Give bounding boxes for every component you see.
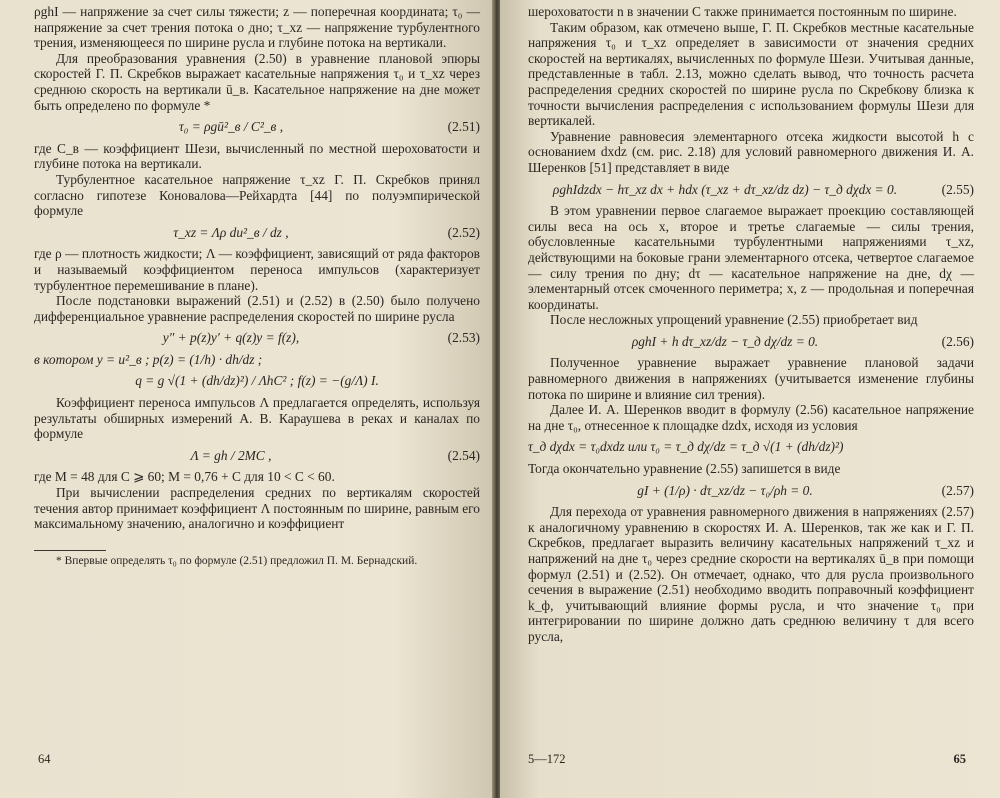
equation-number: (2.57) xyxy=(941,482,974,498)
equation-bed-stress xyxy=(528,439,974,455)
equation-2-54 xyxy=(34,448,480,464)
equation-body: q = g √(1 + (dh/dz)²) / ΛhC² ; f(z) = −(g/Λ) I. xyxy=(135,373,379,389)
equation-number: (2.56) xyxy=(941,333,974,349)
equation-2-55 xyxy=(528,182,974,198)
footnote: * Впервые определять τ₀ по формуле (2.51) предложил П. М. Бернадский. xyxy=(56,554,418,567)
equation-body: y″ + p(z)y′ + q(z)y = f(z), xyxy=(162,330,300,346)
equation-body: Λ = gh / 2MC , xyxy=(190,447,272,463)
footnote-rule xyxy=(34,550,106,551)
paragraph: Таким образом, как отмечено выше, Г. П. Скребков местные касательные напряжения τ₀ и τ_xz определяет в зависимости от значения средних скоростей на вертикалях, вычисленных по формуле Шези. Учитывая данные, представленные в табл. 2.13, можно сделать вывод, что точность расчета распределения средних скоростей по ширине русла по Скребкову близка к точности вычисления распределения с использованием формулы Шези для вертикалей. xyxy=(528,19,974,129)
paragraph: Для преобразования уравнения (2.50) в уравнение плановой эпюры скоростей Г. П. Скребков выражает касательные напряжения τ₀ и τ_xz через среднюю скорость на вертикали ū_в. Касательное напряжение на дне может быть определено по формуле * xyxy=(34,50,480,113)
right-page xyxy=(500,0,1000,798)
paragraph: Тогда окончательно уравнение (2.55) запишется в виде xyxy=(528,461,841,477)
equation-number: (2.52) xyxy=(447,224,480,240)
paragraph: После несложных упрощений уравнение (2.55) приобретает вид xyxy=(550,312,918,328)
equation-2-53-coeffs xyxy=(34,373,480,389)
paragraph: где M = 48 для C ⩾ 60; M = 0,76 + C для 10 < C < 60. xyxy=(34,469,335,485)
page-number: 64 xyxy=(38,752,51,767)
paragraph: Уравнение равновесия элементарного отсека жидкости высотой h с основанием dxdz (см. рис. 2.18) для условий равномерного движения И. А. Шеренков [51] представляет в виде xyxy=(528,128,974,175)
equation-2-51 xyxy=(34,119,480,135)
equation-body: gI + (1/ρ) · dτ_xz/dz − τ₀/ρh = 0. xyxy=(637,482,813,498)
paragraph: Коэффициент переноса импульсов Λ предлагается определять, используя результаты обширных измерений А. В. Караушева в реках и каналах по формуле xyxy=(34,395,480,442)
paragraph: Турбулентное касательное напряжение τ_xz Г. П. Скребков принял согласно гипотезе Коновалова—Рейхардта [44] по полуэмпирической формуле xyxy=(34,171,480,219)
equation-body: ρghI + h dτ_xz/dz − τ_д dχ/dz = 0. xyxy=(631,333,819,349)
equation-number: (2.55) xyxy=(941,181,974,197)
paragraph: где C_в — коэффициент Шези, вычисленный по местной шероховатости и глубине потока на вертикали. xyxy=(34,140,480,172)
paragraph: Полученное уравнение выражает уравнение плановой задачи равномерного движения в напряжениях (учитывается изменение глубины потока по ширине и влияние сил трения). xyxy=(528,355,974,402)
equation-body: ρghIdzdx − hτ_xz dx + hdx (τ_xz + dτ_xz/dz dz) − τ_д dχdx = 0. xyxy=(552,181,898,197)
equation-2-53 xyxy=(34,330,480,346)
equation-2-56 xyxy=(528,334,974,350)
page-number: 65 xyxy=(953,752,966,767)
paragraph: При вычислении распределения средних по вертикалям скоростей течения автор принимает коэффициент Λ постоянным по ширине, равным его максимальному значению, аналогично и коэффициент xyxy=(34,485,480,532)
equation-2-57 xyxy=(528,483,974,499)
equation-number: (2.53) xyxy=(447,330,480,346)
paragraph: ρghI — напряжение за счет силы тяжести; z — поперечная координата; τ₀ — напряжение за счет трения потока о дно; τ_xz — напряжение турбулентного трения, изменяющееся по ширине русла и глубине потока на вертикали. xyxy=(34,4,480,51)
equation-body: τ_д dχdx = τ₀dxdz или τ₀ = τ_д dχ/dz = τ_д √(1 + (dh/dz)²) xyxy=(528,439,844,455)
paragraph: Далее И. А. Шеренков вводит в формулу (2.56) касательное напряжение на дне τ₀, отнесенное к площадке dzdx, исходя из условия xyxy=(528,402,974,433)
equation-2-53-terms xyxy=(34,352,480,368)
equation-body: τ₀ = ρgū²_в / C²_в , xyxy=(178,119,284,135)
equation-number: (2.54) xyxy=(447,447,480,463)
paragraph: В этом уравнении первое слагаемое выражает проекцию составляющей силы веса на ось x, второе и третье слагаемые — силы трения, обусловленные касательными турбулентными напряжениями τ_xz, действующими на боковые грани элементарного отсека, четвертое слагаемое — силу трения по дну; dτ — касательное напряжение на дне, dχ — элементарный отсек смоченного периметра; x, z — продольная и поперечная координаты. xyxy=(528,203,974,312)
left-page xyxy=(0,0,494,798)
equation-number: (2.51) xyxy=(447,119,480,135)
equation-body: τ_xz = Λρ du²_в / dz , xyxy=(173,224,289,240)
paragraph: где ρ — плотность жидкости; Λ — коэффициент, зависящий от ряда факторов и называемый коэффициентом переноса импульсов (характеризует турбулентное перемешивание в плане). xyxy=(34,246,480,293)
equation-body: в котором y = u²_в ; p(z) = (1/h) · dh/dz ; xyxy=(34,351,263,367)
printer-signature: 5—172 xyxy=(528,752,566,767)
paragraph: шероховатости n в значении C также принимается постоянным по ширине. xyxy=(528,4,957,19)
paragraph: Для перехода от уравнения равномерного движения в напряжениях (2.57) к аналогичному уравнению в скоростях И. А. Шеренков, так же как и Г. П. Скребков, предлагает выразить величину касательных напряжений τ_xz и напряжений на дне τ₀ через средние скорости на вертикалях ū_в при помощи формул (2.51) и (2.52). Он отмечает, однако, что для русла произвольного сечения в выражение (2.51) необходимо вводить поправочный коэффициент k_ф, учитывающий влияние формы русла, и что значение τ₀ при интегрировании по ширине должно дать среднюю величину τ для всего русла, xyxy=(528,504,974,644)
paragraph: После подстановки выражений (2.51) и (2.52) в (2.50) было получено дифференциальное уравнение распределения скоростей по ширине русла xyxy=(34,293,480,324)
equation-2-52 xyxy=(34,225,480,241)
